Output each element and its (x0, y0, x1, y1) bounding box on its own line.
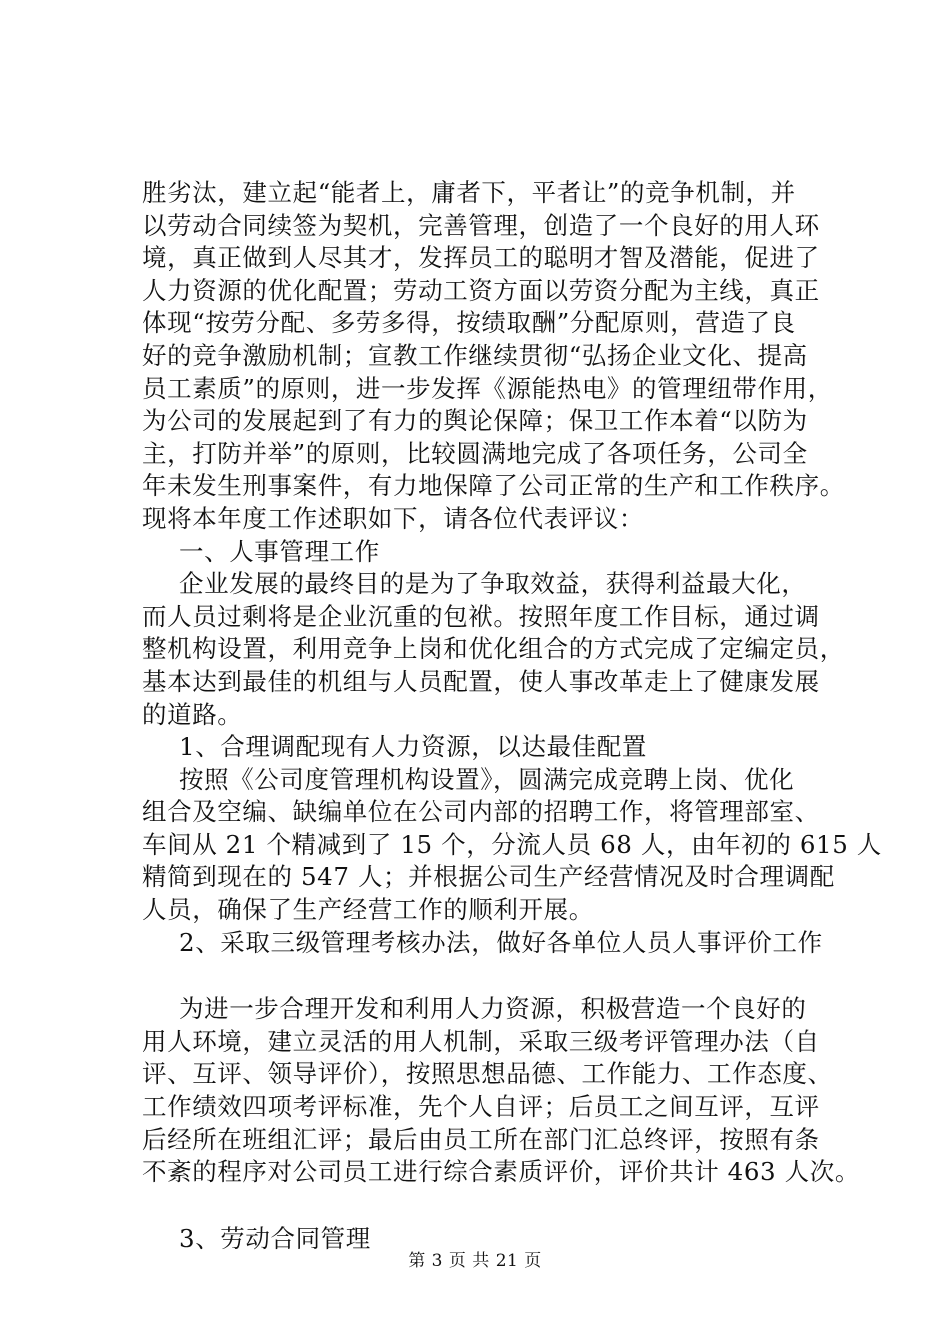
paragraph-line: 胜劣汰，建立起“能者上，庸者下，平者让”的竞争机制，并 (142, 178, 796, 207)
paragraph-line: 好的竞争激励机制；宣教工作继续贯彻“弘扬企业文化、提高 (142, 340, 808, 370)
section-heading: 一、人事管理工作 (179, 536, 380, 566)
paragraph-line: 主，打防并举”的原则，比较圆满地完成了各项任务，公司全 (142, 438, 808, 468)
paragraph-line: 基本达到最佳的机组与人员配置，使人事改革走上了健康发展 (142, 666, 820, 696)
subsection-heading: 1、合理调配现有人力资源，以达最佳配置 (179, 732, 647, 762)
paragraph-line: 人力资源的优化配置；劳动工资方面以劳资分配为主线，真正 (142, 275, 820, 305)
paragraph-line: 境，真正做到人尽其才，发挥员工的聪明才智及潜能，促进了 (142, 243, 820, 273)
paragraph-line: 评、互评、领导评价），按照思想品德、工作能力、工作态度、 (142, 1059, 833, 1089)
paragraph-line: 企业发展的最终目的是为了争取效益，获得利益最大化， (179, 569, 807, 599)
subsection-heading: 3、劳动合同管理 (179, 1223, 371, 1253)
paragraph-line: 以劳动合同续签为契机，完善管理，创造了一个良好的用人环 (142, 210, 820, 240)
paragraph-line: 年未发生刑事案件，有力地保障了公司正常的生产和工作秩序。 (142, 471, 845, 501)
page-number-footer: 第 3 页 共 21 页 (408, 1251, 542, 1271)
paragraph-spacer (142, 1189, 832, 1223)
paragraph-line: 按照《公司度管理机构设置》，圆满完成竞聘上岗、优化 (179, 764, 795, 794)
paragraph-line: 而人员过剩将是企业沉重的包袱。按照年度工作目标，通过调 (142, 601, 820, 631)
paragraph-line: 员工素质”的原则，进一步发挥《源能热电》的管理纽带作用， (142, 373, 833, 403)
paragraph-spacer (142, 959, 832, 993)
paragraph-line: 整机构设置，利用竞争上岗和优化组合的方式完成了定编定员， (142, 634, 845, 664)
paragraph-line: 不紊的程序对公司员工进行综合素质评价，评价共计 463 人次。 (142, 1157, 860, 1187)
paragraph-line: 用人环境，建立灵活的用人机制，采取三级考评管理办法（自 (142, 1026, 820, 1056)
paragraph-line: 人员，确保了生产经营工作的顺利开展。 (142, 895, 594, 925)
subsection-heading: 2、采取三级管理考核办法，做好各单位人员人事评价工作 (179, 927, 823, 957)
document-body (142, 177, 882, 1255)
paragraph-line: 为公司的发展起到了有力的舆论保障；保卫工作本着“以防为 (142, 406, 808, 436)
paragraph-line: 体现“按劳分配、多劳多得，按绩取酬”分配原则，营造了良 (142, 308, 796, 338)
paragraph-line: 为进一步合理开发和利用人力资源，积极营造一个良好的 (179, 994, 807, 1024)
paragraph-line: 现将本年度工作述职如下，请各位代表评议： (142, 503, 644, 533)
paragraph-line: 工作绩效四项考评标准，先个人自评；后员工之间互评，互评 (142, 1092, 820, 1122)
paragraph-line: 组合及空编、缺编单位在公司内部的招聘工作，将管理部室、 (142, 797, 820, 827)
paragraph-line: 的道路。 (142, 699, 243, 729)
paragraph-line: 后经所在班组汇评；最后由员工所在部门汇总终评，按照有条 (142, 1124, 820, 1154)
paragraph-line: 精简到现在的 547 人；并根据公司生产经营情况及时合理调配 (142, 862, 835, 892)
paragraph-line: 车间从 21 个精减到了 15 个，分流人员 68 人，由年初的 615 人 (142, 829, 882, 859)
